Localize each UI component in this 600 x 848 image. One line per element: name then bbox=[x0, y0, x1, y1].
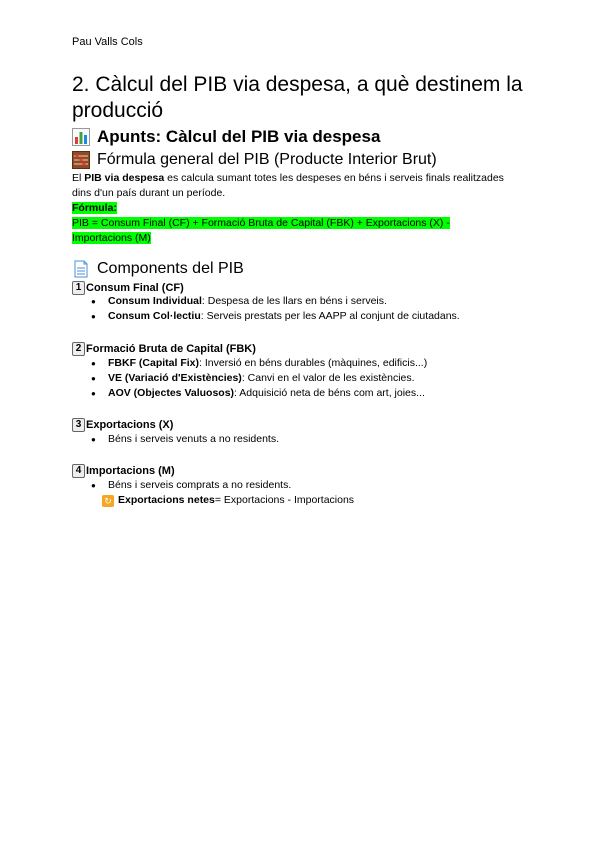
item-desc: : Inversió en béns durables (màquines, edificis...) bbox=[199, 357, 428, 369]
page-icon bbox=[72, 260, 90, 278]
formula-text: PIB = Consum Final (CF) + Formació Bruta de Capital (FBK) + Exportacions (X) - Importacions (M) bbox=[72, 217, 450, 244]
item-desc: Béns i serveis venuts a no residents. bbox=[108, 433, 280, 445]
notes-heading bbox=[72, 127, 380, 147]
formula-heading bbox=[72, 150, 437, 170]
item-desc: : Despesa de les llars en béns i serveis. bbox=[201, 295, 387, 307]
list-item bbox=[72, 371, 427, 386]
intro-paragraph bbox=[72, 171, 512, 201]
components-heading-text: Components del PIB bbox=[97, 260, 244, 277]
section-exportacions-title bbox=[72, 417, 173, 432]
list-item bbox=[72, 386, 427, 401]
section-consum-final-title bbox=[72, 280, 184, 295]
bar-chart-icon bbox=[72, 128, 90, 146]
abacus-icon bbox=[72, 151, 90, 169]
net-exports-desc: = Exportacions - Importacions bbox=[214, 494, 355, 506]
section-title-text: Importacions (M) bbox=[86, 464, 175, 477]
item-desc: : Serveis prestats per les AAPP al conjunt de ciutadans. bbox=[200, 310, 460, 322]
section-fbk-title bbox=[72, 341, 256, 356]
keycap-3-icon: 3 bbox=[72, 418, 85, 432]
formula-heading-text: Fórmula general del PIB (Producte Interior Brut) bbox=[97, 151, 437, 168]
components-heading bbox=[72, 259, 244, 279]
section-importacions-list bbox=[72, 478, 291, 493]
intro-bold: PIB via despesa bbox=[84, 172, 165, 184]
item-term: VE (Variació d'Existències) bbox=[108, 372, 242, 384]
item-term: Consum Individual bbox=[108, 295, 202, 307]
list-item bbox=[72, 309, 460, 324]
intro-post: es calcula sumant totes les despeses en béns i serveis finals realitzades dins d'un país durant un període. bbox=[72, 172, 504, 199]
list-item bbox=[72, 294, 460, 309]
keycap-4-icon: 4 bbox=[72, 464, 85, 478]
page-title: 2. Càlcul del PIB via despesa, a què destinem la producció bbox=[72, 73, 523, 122]
item-term: FBKF (Capital Fix) bbox=[108, 357, 199, 369]
section-exportacions-list bbox=[72, 432, 279, 447]
section-fbk-list bbox=[72, 356, 427, 401]
section-importacions-title bbox=[72, 463, 175, 478]
item-term: Consum Col·lectiu bbox=[108, 310, 201, 322]
list-item bbox=[72, 432, 279, 447]
notes-heading-text: Apunts: Càlcul del PIB via despesa bbox=[97, 127, 381, 146]
section-title-text: Formació Bruta de Capital (FBK) bbox=[86, 342, 256, 355]
item-term: AOV (Objectes Valuosos) bbox=[108, 387, 235, 399]
net-exports-term: Exportacions netes bbox=[118, 494, 215, 506]
formula-label: Fórmula: bbox=[72, 202, 117, 214]
intro-pre: El bbox=[72, 172, 85, 184]
keycap-2-icon: 2 bbox=[72, 342, 85, 356]
section-consum-final-list bbox=[72, 294, 460, 324]
item-desc: : Adquisició neta de béns com art, joies... bbox=[234, 387, 425, 399]
section-title-text: Exportacions (X) bbox=[86, 418, 174, 431]
list-item bbox=[72, 356, 427, 371]
list-item bbox=[72, 478, 291, 493]
item-desc: Béns i serveis comprats a no residents. bbox=[108, 479, 292, 491]
section-title-text: Consum Final (CF) bbox=[86, 281, 184, 294]
formula-block bbox=[72, 201, 512, 246]
repeat-arrows-icon: ↻ bbox=[102, 495, 114, 507]
author-name: Pau Valls Cols bbox=[72, 36, 143, 48]
keycap-1-icon: 1 bbox=[72, 281, 85, 295]
item-desc: : Canvi en el valor de les existències. bbox=[241, 372, 415, 384]
net-exports-line bbox=[102, 493, 354, 508]
